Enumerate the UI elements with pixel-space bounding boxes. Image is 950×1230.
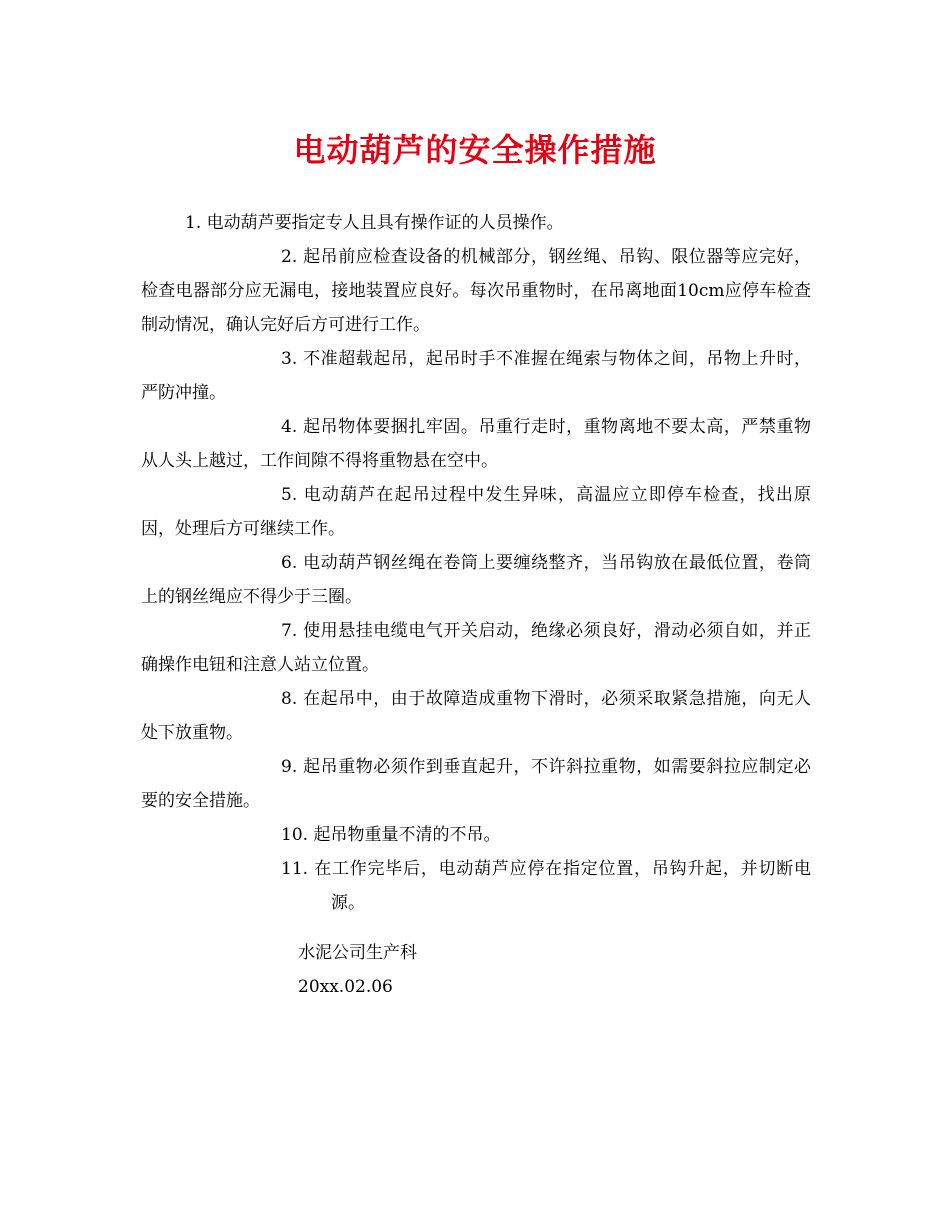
- list-item: 9. 起吊重物必须作到垂直起升，不许斜拉重物，如需要斜拉应制定必要的安全措施。: [141, 757, 811, 811]
- list-item: 1. 电动葫芦要指定专人且具有操作证的人员操作。: [185, 213, 564, 233]
- list-item: 3. 不准超载起吊，起吊时手不准握在绳索与物体之间，吊物上升时，严防冲撞。: [141, 349, 811, 403]
- list-item: 6. 电动葫芦钢丝绳在卷筒上要缠绕整齐，当吊钩放在最低位置，卷筒上的钢丝绳应不得少于三圈。: [141, 553, 811, 607]
- list-item: 8. 在起吊中，由于故障造成重物下滑时，必须采取紧急措施，向无人处下放重物。: [141, 689, 811, 743]
- list-item: 10. 起吊物重量不清的不吊。: [281, 825, 501, 845]
- list-item: 2. 起吊前应检查设备的机械部分，钢丝绳、吊钩、限位器等应完好，检查电器部分应无漏电，接地装置应良好。每次吊重物时，在吊离地面10cm应停车检查制动情况，确认完好后方可进行工作。: [141, 247, 811, 335]
- list-item-11-part2: 源。: [331, 893, 365, 913]
- document-title: 电动葫芦的安全操作措施: [293, 131, 657, 169]
- list-item: 5. 电动葫芦在起吊过程中发生异味，高温应立即停车检查，找出原因，处理后方可继续工作。: [141, 485, 811, 539]
- list-item-11-part1: 11. 在工作完毕后，电动葫芦应停在指定位置，吊钩升起，并切断电: [281, 859, 811, 879]
- document-body: [141, 206, 811, 920]
- list-item: 7. 使用悬挂电缆电气开关启动，绝缘必须良好，滑动必须自如，并正确操作电钮和注意人站立位置。: [141, 621, 811, 675]
- signature-department: 水泥公司生产科: [298, 943, 417, 963]
- list-item-11: [141, 852, 811, 920]
- list-item: 4. 起吊物体要捆扎牢固。吊重行走时，重物离地不要太高，严禁重物从人头上越过，工作间隙不得将重物悬在空中。: [141, 417, 811, 471]
- signature-date: 20xx.02.06: [298, 977, 393, 997]
